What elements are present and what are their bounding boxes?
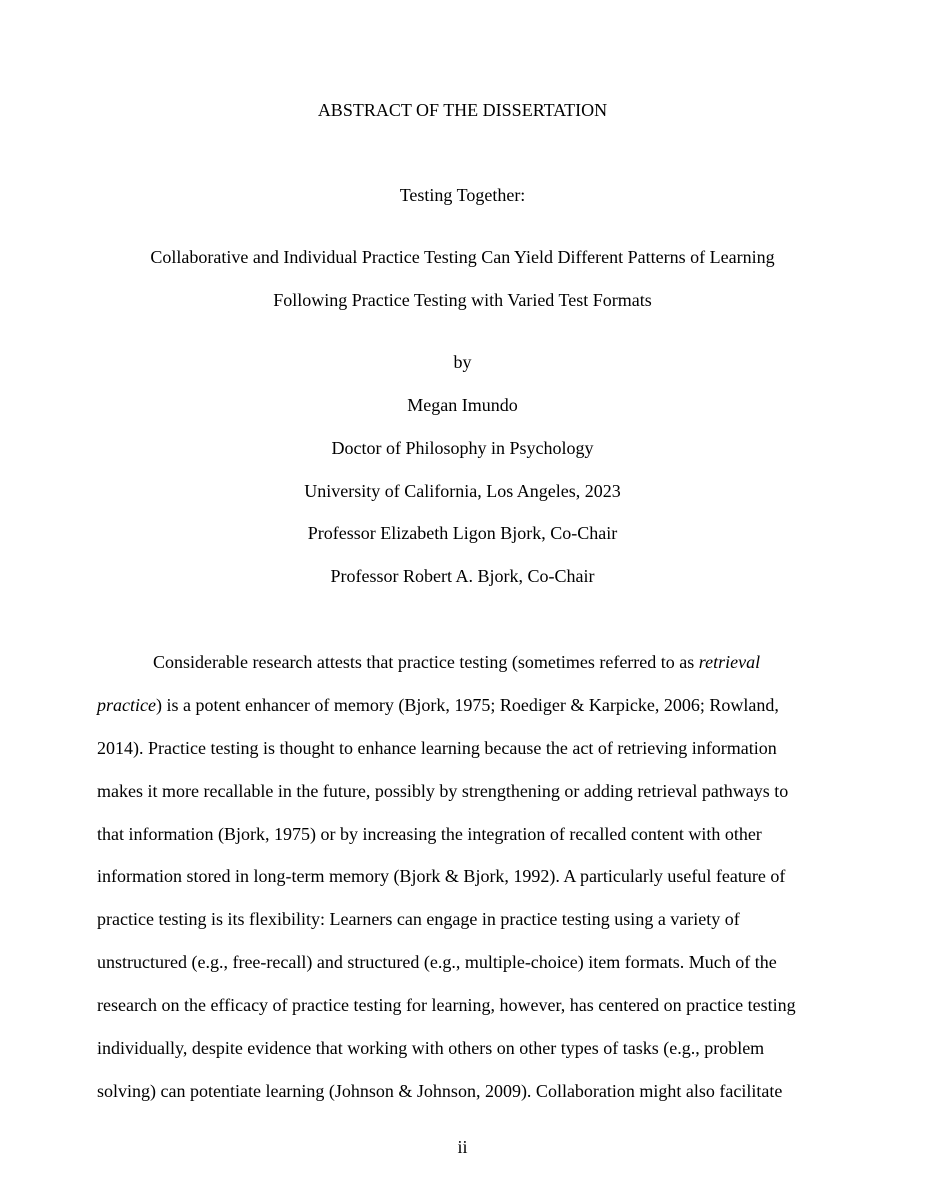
degree: Doctor of Philosophy in Psychology: [331, 438, 594, 458]
abstract-line-11: solving) can potentiate learning (Johnson & Johnson, 2009). Collaboration might also facilitate: [97, 1081, 783, 1101]
author-name: Megan Imundo: [407, 395, 518, 415]
title-line-2: Collaborative and Individual Practice Testing Can Yield Different Patterns of Learning: [150, 247, 775, 267]
abstract-heading: ABSTRACT OF THE DISSERTATION: [317, 100, 608, 120]
co-chair-1: Professor Elizabeth Ligon Bjork, Co-Chair: [307, 523, 618, 543]
abstract-line-5: that information (Bjork, 1975) or by increasing the integration of recalled content with other: [97, 824, 762, 844]
abstract-line-9: research on the efficacy of practice testing for learning, however, has centered on practice testing: [97, 995, 796, 1015]
title-line-1: Testing Together:: [399, 185, 526, 205]
page-number: ii: [457, 1137, 468, 1157]
abstract-line-4: makes it more recallable in the future, possibly by strengthening or adding retrieval pathways to: [97, 781, 789, 801]
abstract-line-1: Considerable research attests that practice testing (sometimes referred to as retrieval: [153, 652, 761, 672]
abstract-line-10: individually, despite evidence that working with others on other types of tasks (e.g., problem: [97, 1038, 765, 1058]
abstract-line-2: practice) is a potent enhancer of memory (Bjork, 1975; Roediger & Karpicke, 2006; Rowland,: [97, 695, 779, 715]
abstract-line-6: information stored in long-term memory (Bjork & Bjork, 1992). A particularly useful feature of: [97, 866, 786, 886]
institution: University of California, Los Angeles, 2023: [304, 481, 621, 501]
abstract-line-7: practice testing is its flexibility: Learners can engage in practice testing using a variety of: [97, 909, 740, 929]
co-chair-2: Professor Robert A. Bjork, Co-Chair: [330, 566, 595, 586]
abstract-line-8: unstructured (e.g., free-recall) and structured (e.g., multiple-choice) item formats. Much of the: [97, 952, 777, 972]
title-line-3: Following Practice Testing with Varied Test Formats: [273, 290, 652, 310]
by-label: by: [453, 352, 472, 372]
abstract-line-3: 2014). Practice testing is thought to enhance learning because the act of retrieving information: [97, 738, 777, 758]
